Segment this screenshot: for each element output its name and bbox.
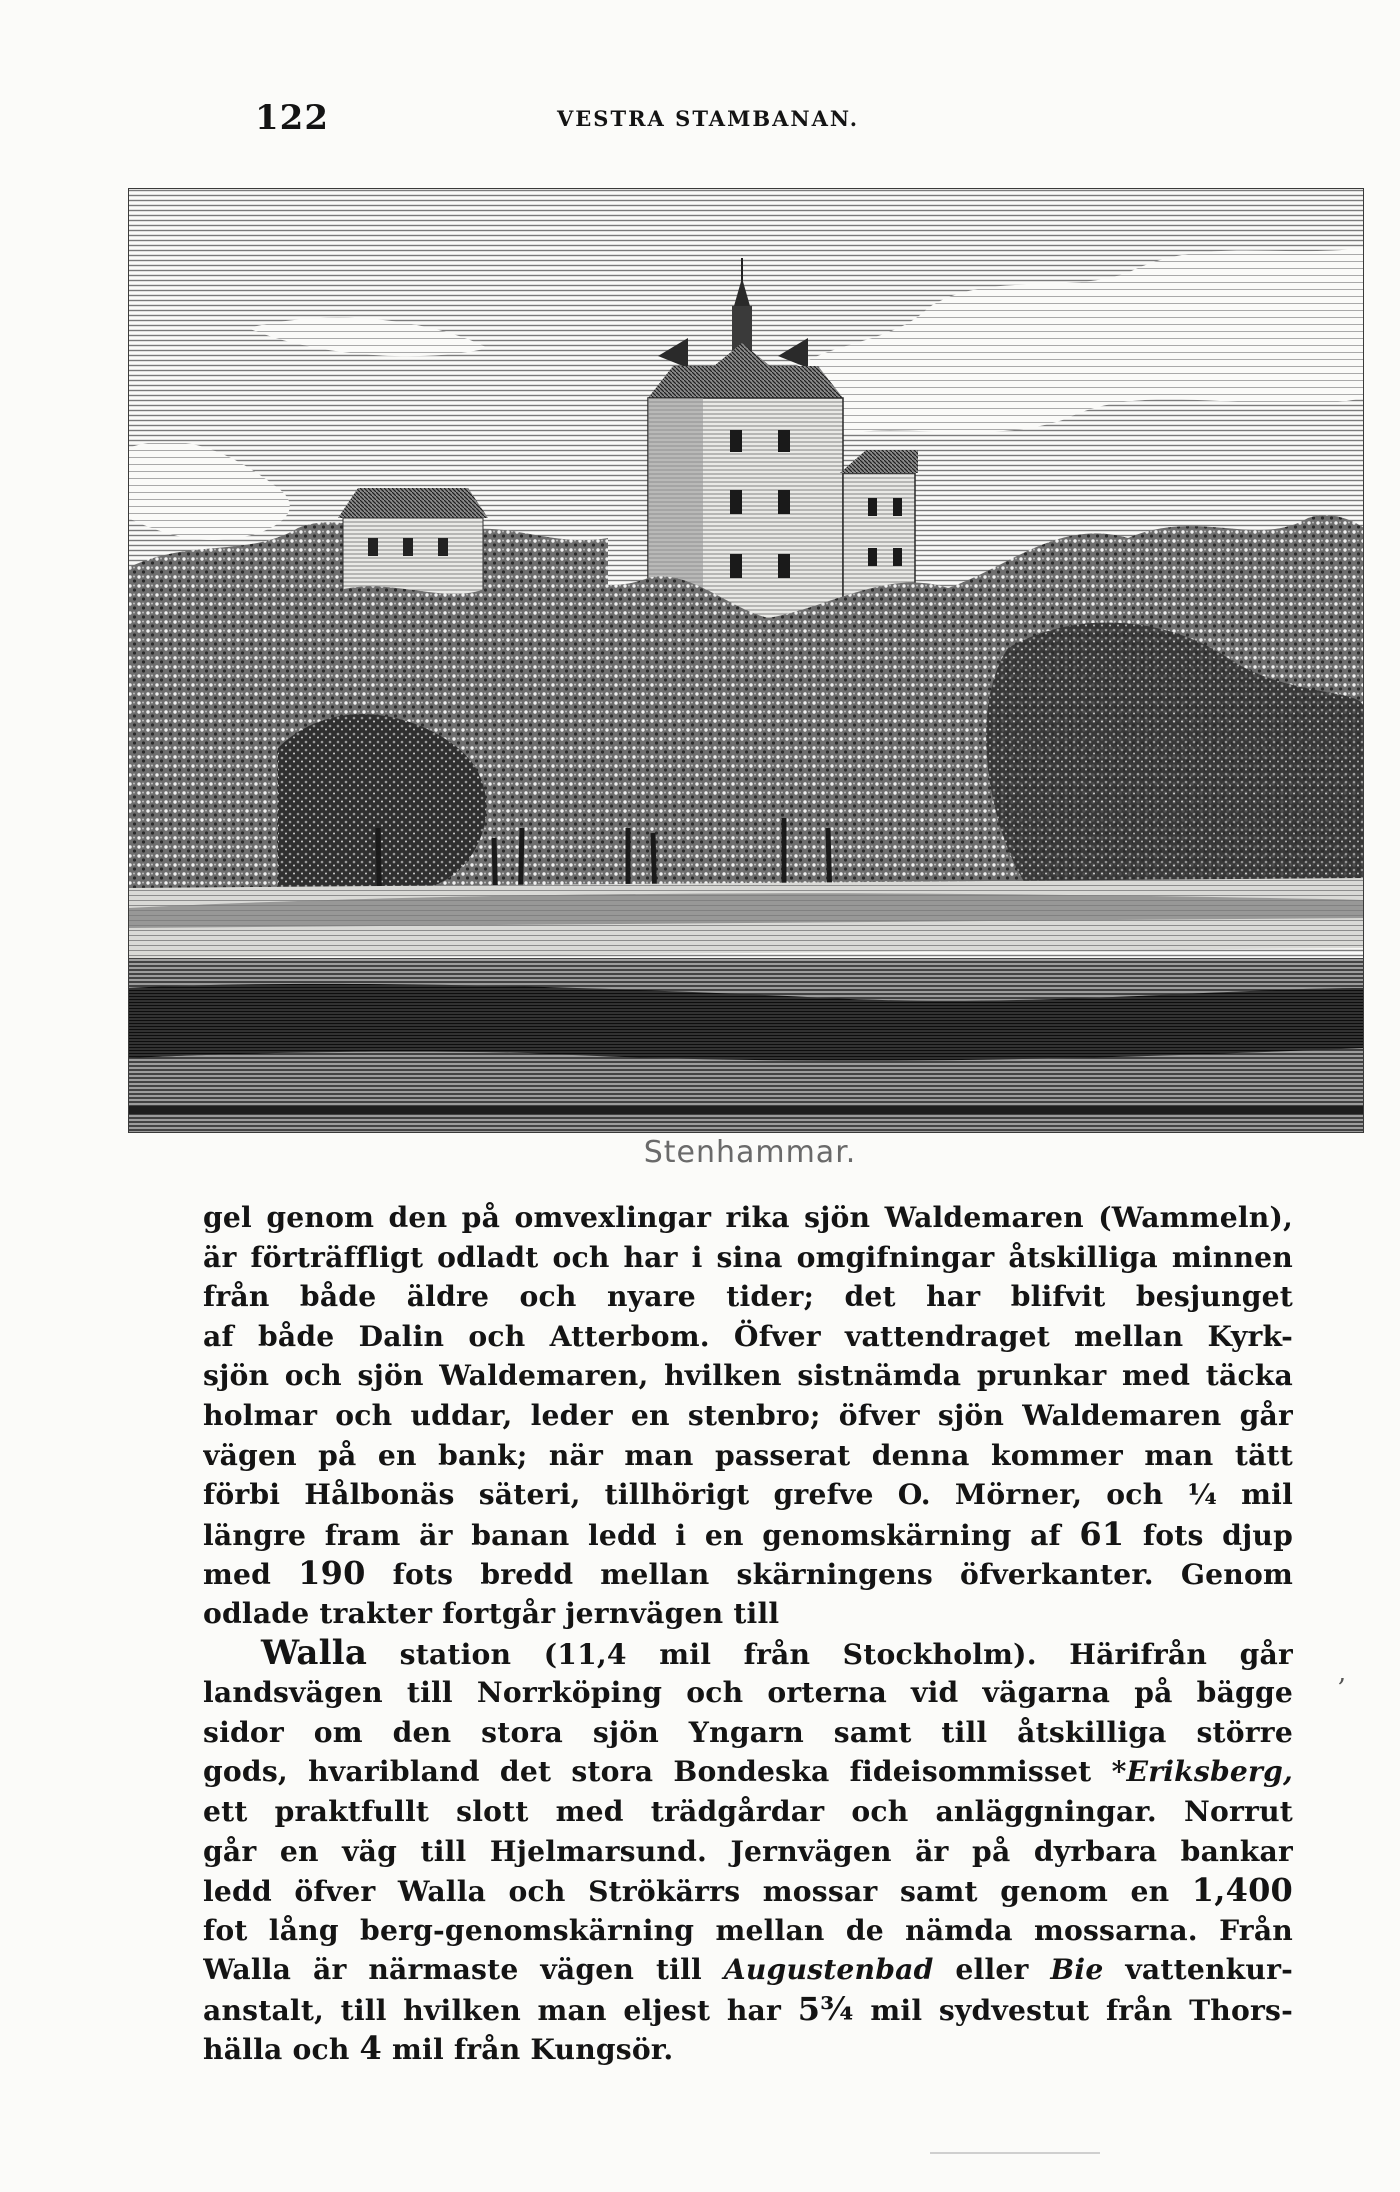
- place-name: Eriksberg,: [1126, 1755, 1293, 1789]
- text-line: vägen på en bank; när man passerat denna kommer man tätt: [203, 1438, 1293, 1472]
- text-line: gel genom den på omvexlingar rika sjön Waldemaren (Wammeln),: [203, 1201, 1293, 1234]
- text-segment: station (11,4 mil från Stockholm). Härifrån går: [399, 1637, 1293, 1671]
- stray-comma: ,: [1338, 1658, 1347, 1688]
- text-segment: ledd öfver Walla och Strökärrs mossar samt genom en: [203, 1875, 1170, 1909]
- text-segment: fots bredd mellan skärningens öfverkanter. Genom: [392, 1558, 1293, 1592]
- text-segment: gods, hvaribland det stora Bondeska fideisommisset *: [203, 1755, 1127, 1789]
- text-line: ett praktfullt slott med trädgårdar och anläggningar. Norrut: [203, 1794, 1293, 1828]
- number: 1,400: [1191, 1871, 1293, 1910]
- number: 4: [359, 2029, 382, 2068]
- text-line: [203, 1475, 1293, 1515]
- text-segment: mil från Kungsör.: [392, 2033, 674, 2067]
- running-head: VESTRA STAMBANAN.: [557, 106, 860, 131]
- text-line: fot lång berg-genomskärning mellan de nämda mossarna. Från: [203, 1913, 1293, 1947]
- text-segment: med: [203, 1558, 272, 1592]
- page-header: [255, 98, 945, 142]
- text-segment: längre fram är banan ledd i en genomskärning af: [203, 1518, 1061, 1552]
- text-line: från både äldre och nyare tider; det har blifvit besjunget: [203, 1280, 1293, 1314]
- text-line: odlade trakter fortgår jernvägen till: [203, 1596, 780, 1630]
- text-segment: mil: [1241, 1478, 1293, 1512]
- text-line: [203, 1990, 1293, 2030]
- bottom-smudge: [930, 2152, 1100, 2162]
- text-line: [203, 1554, 1293, 1594]
- number: 5¾: [797, 1989, 854, 2028]
- place-name: Augustenbad: [723, 1953, 934, 1987]
- text-line: [203, 1871, 1293, 1911]
- text-line: [203, 2029, 1293, 2069]
- text-line: [203, 1515, 1293, 1555]
- illustration-caption: Stenhammar.: [643, 1135, 857, 1170]
- text-line: af både Dalin och Atterbom. Öfver vattendraget mellan Kyrk-: [203, 1319, 1293, 1353]
- station-name: Walla: [261, 1633, 368, 1673]
- fraction: ¼: [1187, 1478, 1218, 1512]
- text-line: går en väg till Hjelmarsund. Jernvägen är på dyrbara bankar: [203, 1834, 1293, 1868]
- text-line: landsvägen till Norrköping och orterna vid vägarna på bägge: [203, 1676, 1293, 1710]
- text-line: sjön och sjön Waldemaren, hvilken sistnämda prunkar med täcka: [203, 1359, 1293, 1393]
- text-segment: förbi Hålbonäs säteri, tillhörigt grefve O. Mörner, och: [203, 1478, 1164, 1512]
- text-segment: vattenkur-: [1125, 1953, 1293, 1987]
- text-line: [203, 1752, 1293, 1792]
- text-line: [203, 1634, 1293, 1674]
- stenhammar-engraving: [128, 188, 1364, 1133]
- page-number: 122: [255, 98, 329, 138]
- text-line: sidor om den stora sjön Yngarn samt till åtskilliga större: [203, 1715, 1293, 1749]
- text-segment: anstalt, till hvilken man eljest har: [203, 1993, 782, 2027]
- text-segment: fots djup: [1142, 1518, 1293, 1552]
- text-segment: hälla och: [203, 2033, 350, 2067]
- text-line: holmar och uddar, leder en stenbro; öfver sjön Waldemaren går: [203, 1398, 1293, 1432]
- text-segment: mil sydvestut från Thors-: [870, 1993, 1293, 2027]
- place-name: Bie: [1050, 1953, 1104, 1987]
- body-text: [203, 1198, 1293, 2069]
- text-segment: Walla är närmaste vägen till: [203, 1953, 702, 1987]
- text-line: [203, 1950, 1293, 1990]
- text-line: är förträffligt odladt och har i sina omgifningar åtskilliga minnen: [203, 1240, 1293, 1274]
- number: 190: [298, 1554, 366, 1593]
- text-segment: eller: [955, 1953, 1029, 1987]
- number: 61: [1079, 1514, 1125, 1553]
